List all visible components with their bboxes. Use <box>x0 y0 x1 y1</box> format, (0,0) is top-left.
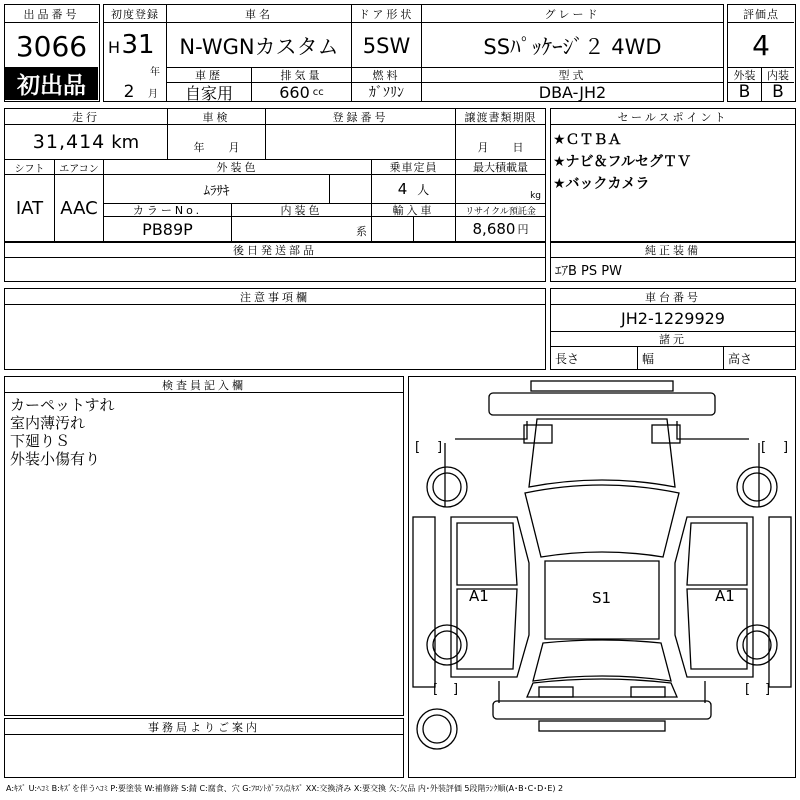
front-bumper <box>489 393 715 415</box>
bracket-right-rear-close: ] <box>765 682 771 697</box>
left-front-door <box>457 523 517 585</box>
history-label: 車歴 <box>166 67 251 83</box>
chassis-box <box>550 288 796 370</box>
import-value-b <box>413 217 455 241</box>
transfer-deadline-value <box>455 125 545 159</box>
chassis-label: 車台番号 <box>551 289 795 305</box>
exterior-color-value: ﾑﾗｻｷ <box>103 175 329 203</box>
front-bumper-top <box>531 381 673 391</box>
first-listing-badge: 初出品 <box>5 67 98 100</box>
front-fenders <box>455 421 749 439</box>
sales-point-item: ★ＣＴＢＡ <box>553 132 622 148</box>
bracket-left-front: [ <box>415 440 421 455</box>
grade-value: SSﾊﾟｯｹｰｼﾞ２ 4WD <box>421 23 723 69</box>
rear-quarter-lines <box>499 681 705 703</box>
mileage-unit: km <box>111 131 140 153</box>
shift-label: シフト <box>5 159 54 175</box>
tailgate <box>527 679 677 697</box>
exterior-grade-label: 外装 <box>728 67 761 83</box>
tail-lamp-right <box>631 687 665 697</box>
aircon-value: AAC <box>54 175 103 241</box>
rear-bumper-bottom <box>539 721 665 731</box>
interior-color-label: 内装色 <box>231 203 371 217</box>
fuel-value: ｶﾞｿﾘﾝ <box>351 83 421 101</box>
mileage-number: 31,414 <box>32 131 106 153</box>
later-parts-box <box>4 242 546 282</box>
grade-label: グレード <box>421 5 723 23</box>
car-diagram <box>409 377 795 777</box>
sales-points-label: セールスポイント <box>551 109 795 125</box>
registration-year-unit: 年 <box>150 66 160 77</box>
equipment-value: ｴｱB PS PW <box>555 264 622 279</box>
inspection-label: 車検 <box>167 109 265 125</box>
interior-color-value <box>231 217 371 241</box>
displacement-unit: cc <box>312 86 324 98</box>
hood-panel <box>529 419 675 487</box>
exterior-grade-value: B <box>738 83 751 101</box>
transfer-deadline-label: 譲渡書類期限 <box>455 109 545 125</box>
car-diagram-box <box>408 376 796 778</box>
registration-era: H <box>107 37 121 57</box>
later-parts-label: 後日発送部品 <box>5 243 545 258</box>
displacement-number: 660 <box>279 83 310 101</box>
vehicle-info-box <box>103 4 724 102</box>
recycle-amount: 8,680 <box>472 220 516 238</box>
dimension-width: 幅 <box>637 347 723 369</box>
inspector-note: 外装小傷有り <box>10 450 101 468</box>
exterior-color-extra <box>329 175 371 203</box>
score-value: 4 <box>752 28 770 62</box>
dimension-length: 長さ <box>555 351 580 366</box>
mileage-label: 走行 <box>5 109 167 125</box>
grade-box <box>727 4 796 102</box>
equipment-box <box>550 242 796 282</box>
rear-window <box>533 640 671 681</box>
windshield <box>525 485 679 557</box>
registration-month: 2 <box>123 83 135 101</box>
plate-label: 登録番号 <box>265 109 455 125</box>
capacity-number: 4 <box>397 180 408 198</box>
bracket-left-front-close: ] <box>437 440 443 455</box>
door-value: 5SW <box>351 23 421 69</box>
right-front-door <box>687 523 747 585</box>
plate-value <box>265 125 455 159</box>
rear-bumper <box>493 701 711 719</box>
capacity-value <box>371 175 455 203</box>
interior-grade-value: B <box>761 83 794 101</box>
car-name-value: N-WGNカスタム <box>166 23 351 69</box>
inspector-note: カーペットすれ <box>10 396 115 414</box>
bracket-left-rear: [ <box>433 682 439 697</box>
bracket-right-rear: [ <box>745 682 751 697</box>
inspector-label: 検査員記入欄 <box>5 377 403 393</box>
recycle-unit: 円 <box>517 223 529 236</box>
import-label: 輸入車 <box>371 203 455 217</box>
lot-number: 3066 <box>15 29 88 63</box>
history-value: 自家用 <box>166 83 251 101</box>
displacement-value <box>251 83 351 101</box>
capacity-unit: 人 <box>417 182 430 197</box>
detail-table <box>4 108 546 242</box>
fuel-label: 燃料 <box>351 67 421 83</box>
max-load-value <box>455 175 545 203</box>
dimension-height: 高さ <box>723 347 795 369</box>
import-value-a <box>371 217 413 241</box>
sales-point-item: ★バックカメラ <box>553 176 650 192</box>
sales-points-list <box>553 129 793 195</box>
recycle-label: リサイクル預託金 <box>455 203 545 217</box>
equipment-label: 純正装備 <box>551 243 795 258</box>
bracket-right-front: [ <box>761 440 767 455</box>
color-no-label: カラーNo. <box>103 203 231 217</box>
lot-box <box>4 4 100 102</box>
left-sill <box>413 517 435 687</box>
model-label: 型式 <box>421 67 723 83</box>
inspector-note: 下廻りＳ <box>10 432 71 450</box>
inspector-box <box>4 376 404 716</box>
aircon-label: エアコン <box>54 159 103 175</box>
registration-month-unit: 月 <box>148 88 158 99</box>
sales-points-box <box>550 108 796 242</box>
bracket-right-front-close: ] <box>783 440 789 455</box>
car-name-label: 車名 <box>166 5 351 23</box>
inspection-value <box>167 125 265 159</box>
mileage-value <box>5 125 167 159</box>
right-side-body <box>675 517 753 677</box>
registration-year: 31 <box>121 30 155 60</box>
model-value: DBA-JH2 <box>421 83 723 101</box>
inspector-notes <box>10 396 400 468</box>
color-no-value: PB89P <box>103 217 231 241</box>
max-load-label: 最大積載量 <box>455 159 545 175</box>
transfer-month-unit: 月 <box>477 141 489 154</box>
inspection-year-unit: 年 <box>193 141 205 154</box>
dimensions-label: 諸元 <box>551 331 795 347</box>
left-side-body <box>451 517 529 677</box>
cautions-box <box>4 288 546 370</box>
recycle-value <box>455 217 545 241</box>
inspection-month-unit: 月 <box>228 141 240 154</box>
front-fender-edges <box>445 443 759 507</box>
interior-color-unit: 系 <box>356 225 367 238</box>
office-label: 事務局よりご案内 <box>5 719 403 735</box>
tail-lamp-left <box>539 687 573 697</box>
registration-label: 初度登録 <box>104 5 166 23</box>
door-label: ドア形状 <box>351 5 421 23</box>
score-label: 評価点 <box>728 5 794 23</box>
damage-mark-roof: S1 <box>592 589 612 607</box>
bracket-left-rear-close: ] <box>453 682 459 697</box>
legend-footer: A:ｷｽﾞ U:ﾍｺﾐ B:ｷｽﾞを伴うﾍｺﾐ P:要塗装 W:補修跡 S:錆 C:腐食、穴 G:ﾌﾛﾝﾄｶﾞﾗｽ点ｷｽﾞ XX:交換済み X:要交換 欠:欠品 内･外装評価 5段階ﾗﾝｸ順(A･B･C･D･E) 2 <box>6 783 564 793</box>
headlight-left <box>524 425 552 443</box>
exterior-color-label: 外装色 <box>103 159 371 175</box>
interior-grade-label: 内装 <box>761 67 794 83</box>
max-load-unit: kg <box>530 191 541 201</box>
lot-label: 出品番号 <box>5 5 98 23</box>
capacity-label: 乗車定員 <box>371 159 455 175</box>
sales-point-item: ★ナビ＆フルセグＴＶ <box>553 154 691 170</box>
cautions-label: 注意事項欄 <box>5 289 545 305</box>
damage-mark-right-door: A1 <box>715 587 735 605</box>
shift-value: IAT <box>15 197 44 219</box>
chassis-value: JH2-1229929 <box>621 308 725 328</box>
inspector-note: 室内薄汚れ <box>10 414 86 432</box>
office-box <box>4 718 404 778</box>
displacement-label: 排気量 <box>251 67 351 83</box>
transfer-day-unit: 日 <box>512 141 524 154</box>
headlight-right <box>652 425 680 443</box>
damage-mark-left-door: A1 <box>469 587 489 605</box>
right-sill <box>769 517 791 687</box>
